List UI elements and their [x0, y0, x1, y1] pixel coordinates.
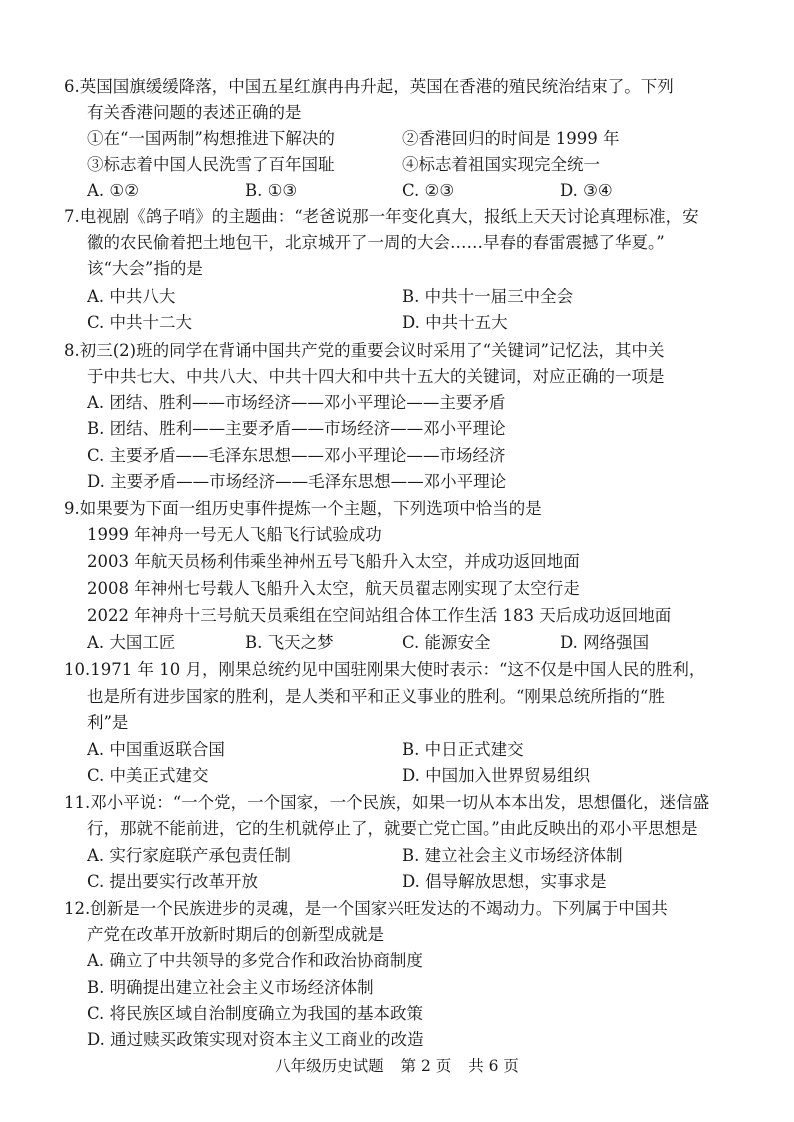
option-d: D. 中共十五大 — [402, 313, 508, 332]
option-b: B. 飞天之梦 — [245, 633, 334, 652]
option-c: C. 能源安全 — [402, 633, 491, 652]
option-a: A. 中共八大 — [87, 287, 176, 306]
question-stem-line: 利”是 — [87, 713, 129, 732]
event-line: 1999 年神舟一号无人飞船飞行试验成功 — [87, 525, 382, 544]
question-stem-line: 10.1971 年 10 月，刚果总统约见中国驻刚果大使时表示：“这不仅是中国人民的胜利， — [64, 660, 706, 679]
option-b: B. 中日正式建交 — [402, 740, 524, 759]
option-a: A. ①② — [87, 181, 139, 200]
event-line: 2022 年神舟十三号航天员乘组在空间站组合体工作生活 183 天后成功返回地面 — [87, 606, 672, 625]
question-stem-line: 8.初三(2)班的同学在背诵中国共产党的重要会议时采用了“关键词”记忆法，其中关 — [64, 341, 665, 360]
option-a: A. 中国重返联合国 — [87, 740, 225, 759]
option-b: B. 团结、胜利——主要矛盾——市场经济——邓小平理论 — [87, 419, 506, 438]
option-b: B. 中共十一届三中全会 — [402, 287, 574, 306]
option-c: C. 提出要实行改革开放 — [87, 872, 259, 891]
statement-2: ②香港回归的时间是 1999 年 — [402, 129, 620, 148]
question-stem-line: 徽的农民偷着把土地包干，北京城开了一周的大会……早春的春雷震撼了华夏。” — [87, 233, 665, 252]
event-line: 2008 年神州七号载人飞船升入太空，航天员翟志刚实现了太空行走 — [87, 579, 580, 598]
option-c: C. ②③ — [402, 181, 455, 200]
option-d: D. 通过赎买政策实现对资本主义工商业的改造 — [87, 1030, 424, 1049]
question-stem-line: 该“大会”指的是 — [87, 259, 203, 278]
question-stem-line: 有关香港问题的表述正确的是 — [87, 103, 302, 122]
footer-subject: 八年级历史试题 — [275, 1057, 384, 1075]
option-b: B. 建立社会主义市场经济体制 — [402, 846, 623, 865]
option-c: C. 将民族区域自治制度确立为我国的基本政策 — [87, 1004, 424, 1023]
option-a: A. 大国工匠 — [87, 633, 176, 652]
question-stem-line: 产党在改革开放新时期后的创新型成就是 — [87, 925, 384, 944]
option-d: D. 中国加入世界贸易组织 — [402, 766, 591, 785]
option-b: B. ①③ — [245, 181, 298, 200]
question-stem-line: 于中共七大、中共八大、中共十四大和中共十五大的关键词，对应正确的一项是 — [87, 367, 665, 386]
page-footer — [0, 1054, 794, 1078]
statement-3: ③标志着中国人民洗雪了百年国耻 — [87, 155, 335, 174]
option-c: C. 中美正式建交 — [87, 766, 209, 785]
option-d: D. ③④ — [560, 181, 613, 200]
question-stem-line: 12.创新是一个民族进步的灵魂，是一个国家兴旺发达的不竭动力。下列属于中国共 — [64, 899, 668, 918]
option-a: A. 团结、胜利——市场经济——邓小平理论——主要矛盾 — [87, 393, 506, 412]
statement-1: ①在“一国两制”构想推进下解决的 — [87, 129, 335, 148]
option-d: D. 倡导解放思想，实事求是 — [402, 872, 607, 891]
option-a: A. 实行家庭联产承包责任制 — [87, 846, 291, 865]
option-b: B. 明确提出建立社会主义市场经济体制 — [87, 978, 374, 997]
question-stem-line: 11.邓小平说：“一个党，一个国家，一个民族，如果一切从本本出发，思想僵化，迷信盛 — [64, 793, 710, 812]
option-d: D. 网络强国 — [560, 633, 650, 652]
footer-page-number: 第 2 页 — [400, 1057, 452, 1075]
option-c: C. 主要矛盾——毛泽东思想——邓小平理论——市场经济 — [87, 446, 506, 465]
footer-total-pages: 共 6 页 — [468, 1057, 519, 1075]
option-a: A. 确立了中共领导的多党合作和政治协商制度 — [87, 951, 423, 970]
question-stem-line: 也是所有进步国家的胜利，是人类和平和正义事业的胜利。“刚果总统所指的“胜 — [87, 687, 665, 706]
question-stem-line: 7.电视剧《鸽子哨》的主题曲：“老爸说那一年变化真大，报纸上天天讨论真理标准，安 — [64, 207, 699, 226]
question-stem-line: 9.如果要为下面一组历史事件提炼一个主题，下列选项中恰当的是 — [64, 499, 542, 518]
option-d: D. 主要矛盾——市场经济——毛泽东思想——邓小平理论 — [87, 472, 507, 491]
question-stem-line: 6.英国国旗缓缓降落，中国五星红旗冉冉升起，英国在香港的殖民统治结束了。下列 — [64, 77, 674, 96]
statement-4: ④标志着祖国实现完全统一 — [402, 155, 600, 174]
event-line: 2003 年航天员杨利伟乘坐神州五号飞船升入太空，并成功返回地面 — [87, 552, 580, 571]
question-stem-line: 行，那就不能前进，它的生机就停止了，就要亡党亡国。”由此反映出的邓小平思想是 — [87, 819, 698, 838]
option-c: C. 中共十二大 — [87, 313, 193, 332]
